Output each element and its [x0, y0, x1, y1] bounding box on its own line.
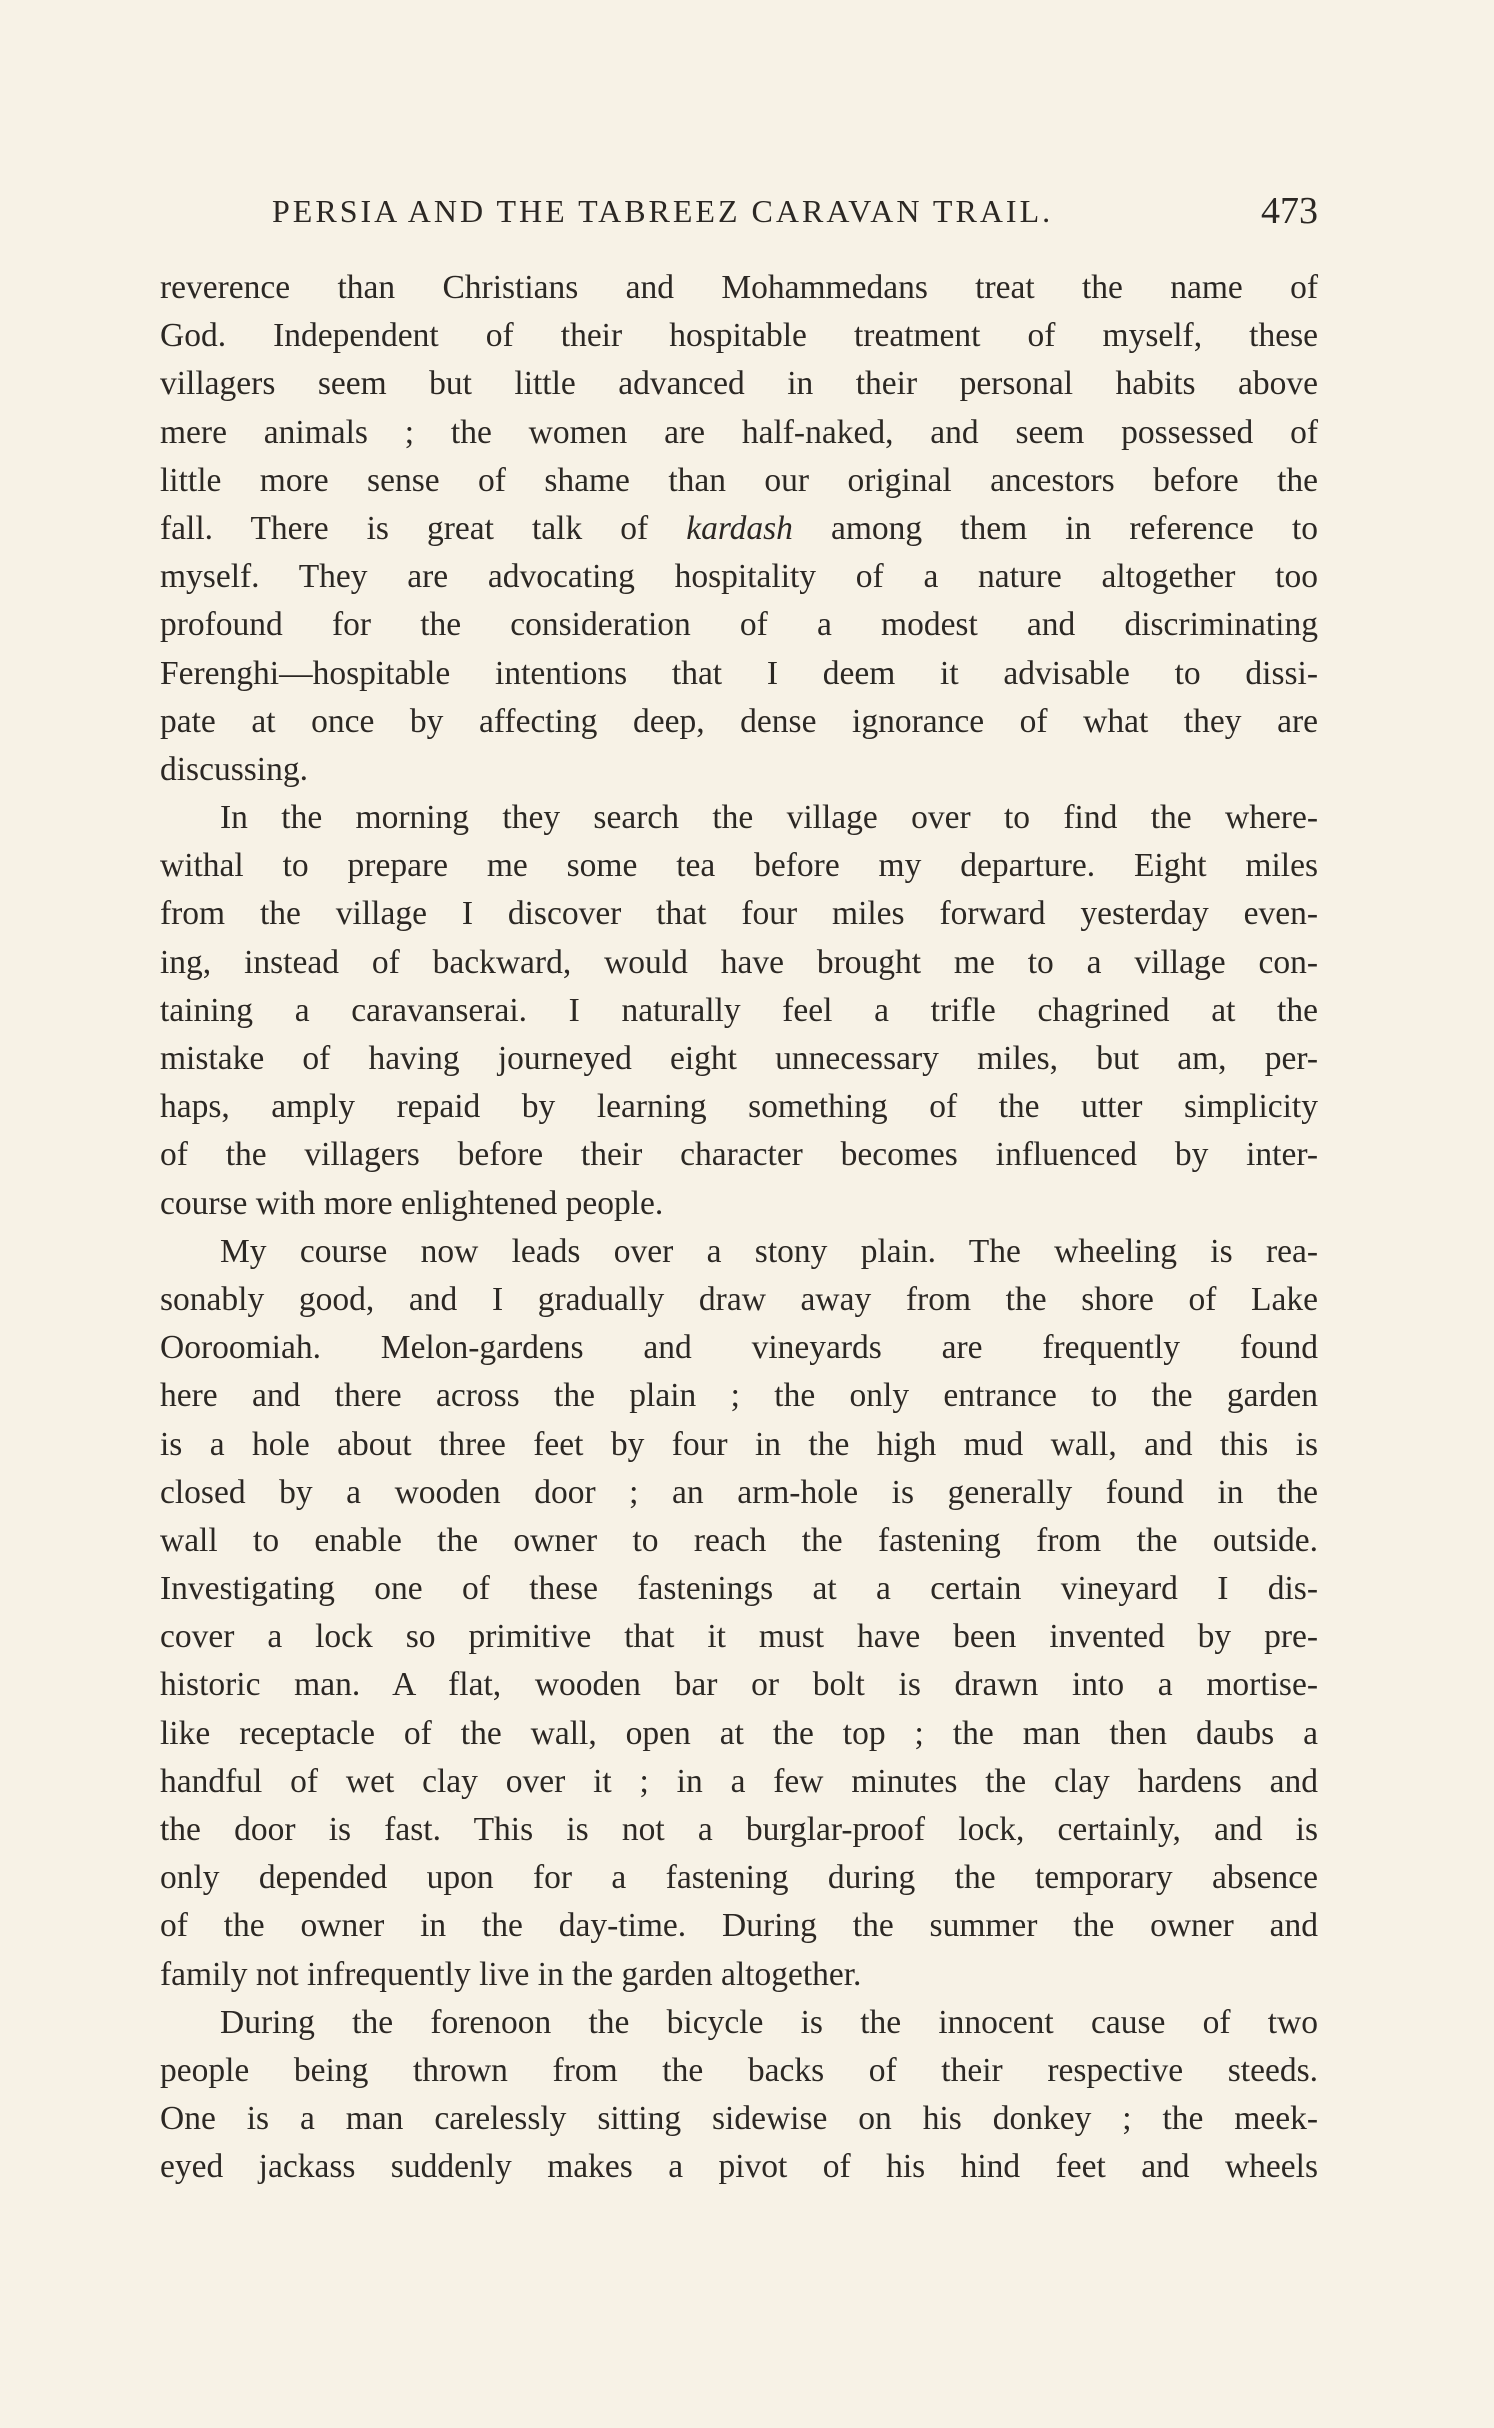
text-line	[160, 1372, 1318, 1420]
text-segment: family not infrequently live in the garden altogether.	[160, 1955, 862, 1993]
text-segment: historic man. A flat, wooden bar or bolt is drawn into a mortise-	[160, 1666, 1318, 1704]
text-line	[160, 939, 1318, 987]
text-segment: My course now leads over a stony plain. The wheeling is rea-	[220, 1232, 1318, 1270]
text-segment: closed by a wooden door ; an arm-hole is generally found in the	[160, 1473, 1318, 1511]
text-segment: One is a man carelessly sitting sidewise on his donkey ; the meek-	[160, 2100, 1318, 2138]
text-line	[160, 1421, 1318, 1469]
text-segment: eyed jackass suddenly makes a pivot of his hind feet and wheels	[160, 2148, 1318, 2186]
text-line	[160, 2095, 1318, 2143]
text-segment: villagers seem but little advanced in their personal habits above	[160, 365, 1318, 403]
text-segment: mistake of having journeyed eight unnecessary miles, but am, per-	[160, 1040, 1318, 1077]
text-line	[160, 1854, 1318, 1902]
text-line	[160, 1035, 1318, 1083]
text-segment: In the morning they search the village over to find the where-	[220, 799, 1318, 837]
running-title: PERSIA AND THE TABREEZ CARAVAN TRAIL.	[272, 193, 1054, 229]
text-segment: discussing.	[160, 750, 308, 788]
text-line	[160, 1758, 1318, 1806]
text-line	[160, 1469, 1318, 1517]
text-line	[160, 1661, 1318, 1709]
text-segment: myself. They are advocating hospitality of a nature altogether too	[160, 558, 1318, 596]
text-line	[160, 1324, 1318, 1372]
text-segment: fall. There is great talk of	[160, 509, 687, 547]
text-segment: haps, amply repaid by learning something of the utter simplicity	[160, 1088, 1318, 1126]
text-segment: pate at once by affecting deep, dense ignorance of what they are	[160, 702, 1318, 740]
text-line	[160, 890, 1318, 938]
text-line	[160, 1710, 1318, 1758]
text-line	[160, 360, 1318, 408]
text-segment: reverence than Christians and Mohammedans treat the name of	[160, 269, 1318, 306]
text-line	[160, 1131, 1318, 1179]
page-header	[160, 186, 1318, 236]
text-segment: the door is fast. This is not a burglar-proof lock, certainly, and is	[160, 1811, 1318, 1848]
text-line	[160, 312, 1318, 360]
text-line	[160, 457, 1318, 505]
text-line	[160, 1517, 1318, 1565]
text-line	[160, 2143, 1318, 2191]
text-segment: taining a caravanserai. I naturally feel a trifle chagrined at the	[160, 991, 1318, 1029]
text-segment: of the owner in the day-time. During the summer the owner and	[160, 1907, 1318, 1945]
italic-term: kardash	[686, 509, 793, 547]
text-segment: profound for the consideration of a modest and discriminating	[160, 606, 1318, 644]
text-line	[160, 1083, 1318, 1131]
text-segment: God. Independent of their hospitable treatment of myself, these	[160, 317, 1318, 355]
page-number: 473	[1261, 190, 1318, 232]
text-segment: handful of wet clay over it ; in a few minutes the clay hardens and	[160, 1762, 1318, 1800]
text-line	[160, 842, 1318, 890]
text-segment: wall to enable the owner to reach the fastening from the outside.	[160, 1521, 1318, 1559]
text-segment: only depended upon for a fastening during the temporary absence	[160, 1859, 1318, 1897]
text-segment: cover a lock so primitive that it must have been invented by pre-	[160, 1618, 1318, 1656]
text-line	[160, 601, 1318, 649]
text-segment: here and there across the plain ; the only entrance to the garden	[160, 1377, 1318, 1415]
text-line	[160, 794, 1318, 842]
text-segment: is a hole about three feet by four in the high mud wall, and this is	[160, 1425, 1318, 1463]
text-segment: like receptacle of the wall, open at the top ; the man then daubs a	[160, 1714, 1318, 1752]
text-segment: Ooroomiah. Melon-gardens and vineyards are frequently found	[160, 1329, 1318, 1367]
text-line	[160, 1902, 1318, 1950]
text-segment: little more sense of shame than our original ancestors before the	[160, 461, 1318, 499]
text-segment: people being thrown from the backs of their respective steeds.	[160, 2051, 1318, 2089]
text-segment: course with more enlightened people.	[160, 1184, 664, 1222]
text-segment: from the village I discover that four miles forward yesterday even-	[160, 895, 1318, 933]
text-line	[160, 409, 1318, 457]
text-line	[160, 505, 1318, 553]
text-segment: During the forenoon the bicycle is the innocent cause of two	[220, 2003, 1318, 2041]
text-segment: mere animals ; the women are half-naked, and seem possessed of	[160, 413, 1318, 451]
text-line	[160, 553, 1318, 601]
text-line	[160, 698, 1318, 746]
text-segment: withal to prepare me some tea before my departure. Eight miles	[160, 847, 1318, 885]
text-segment: Investigating one of these fastenings at a certain vineyard I dis-	[160, 1570, 1318, 1608]
text-line	[160, 1613, 1318, 1661]
paragraph	[160, 794, 1318, 1228]
text-line	[160, 987, 1318, 1035]
paragraph	[160, 1228, 1318, 1999]
text-line	[160, 1565, 1318, 1613]
text-line	[160, 1180, 1318, 1228]
text-segment: sonably good, and I gradually draw away from the shore of Lake	[160, 1280, 1318, 1318]
text-line	[160, 1951, 1318, 1999]
text-segment: Ferenghi—hospitable intentions that I deem it advisable to dissi-	[160, 654, 1318, 692]
text-line	[160, 746, 1318, 794]
text-segment: among them in reference to	[792, 509, 1319, 547]
body-text	[160, 264, 1318, 2192]
text-line	[160, 2047, 1318, 2095]
text-line	[160, 1228, 1318, 1276]
text-line	[160, 1999, 1318, 2047]
text-line	[160, 264, 1318, 312]
paragraph	[160, 264, 1318, 794]
text-line	[160, 650, 1318, 698]
text-segment: ing, instead of backward, would have brought me to a village con-	[160, 943, 1318, 981]
text-line	[160, 1806, 1318, 1854]
text-segment: of the villagers before their character becomes influenced by inter-	[160, 1136, 1318, 1174]
paragraph	[160, 1999, 1318, 2192]
text-line	[160, 1276, 1318, 1324]
